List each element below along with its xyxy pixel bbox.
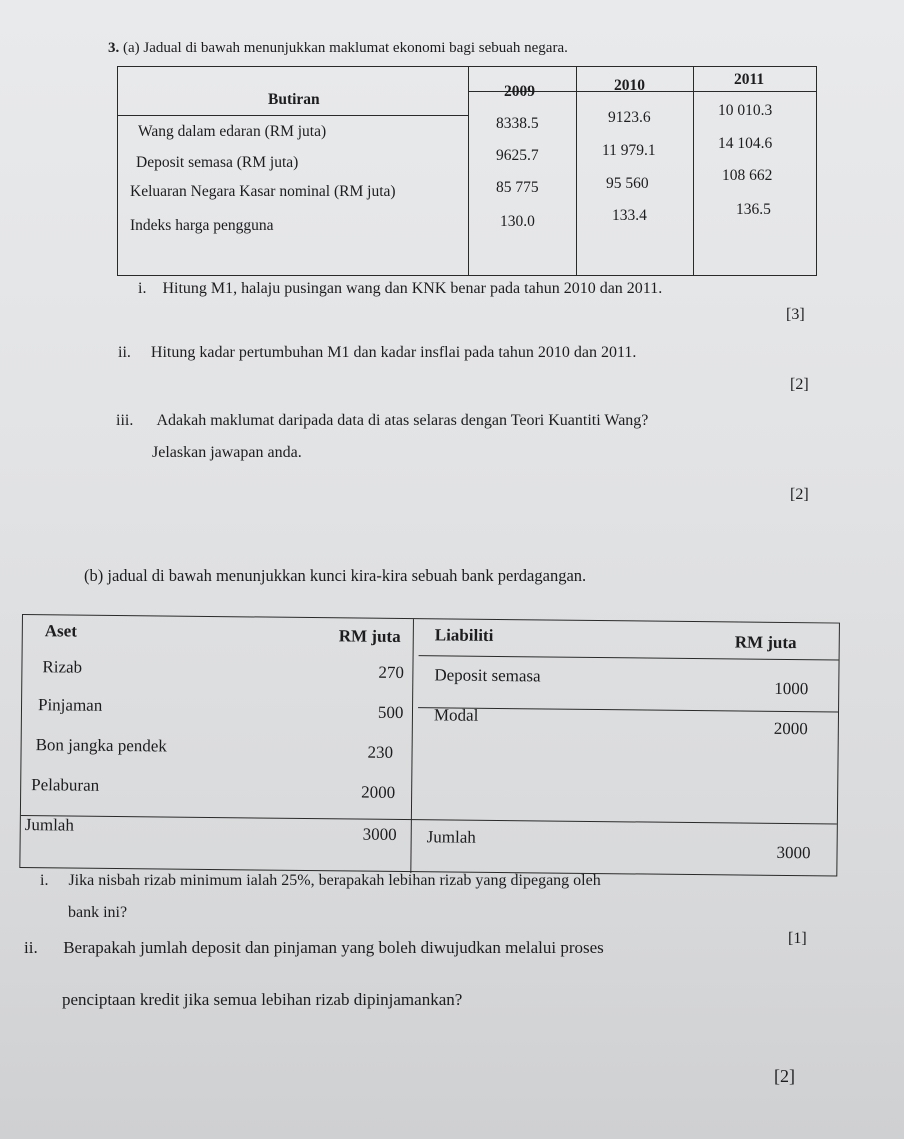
table-header-2009: 2009 (504, 83, 535, 100)
table-cell: 14 104.6 (718, 135, 773, 152)
question-a-intro: (a) Jadual di bawah menunjukkan maklumat ekonomi bagi sebuah negara. (123, 40, 568, 56)
question-b-ii (24, 938, 604, 958)
liability-label: Modal (433, 705, 479, 725)
table-cell: 8338.5 (496, 115, 539, 132)
header-aset: Aset (44, 621, 78, 641)
question-a-iii (116, 412, 648, 430)
sub-number: i. (40, 872, 49, 889)
question-b-intro: (b) jadual di bawah menunjukkan kunci kira-kira sebuah bank perdagangan. (84, 566, 587, 585)
table-cell: 10 010.3 (718, 102, 773, 119)
question-a-iii-text2: Jelaskan jawapan anda. (152, 444, 302, 461)
question-b-ii-text2: penciptaan kredit jika semua lebihan rizab dipinjamankan? (62, 990, 463, 1009)
header-liab-unit: RM juta (734, 632, 797, 653)
sub-text: Adakah maklumat daripada data di atas selaras dengan Teori Kuantiti Wang? (156, 412, 649, 429)
question-a-i (138, 280, 662, 298)
sub-number: iii. (116, 412, 134, 429)
table-cell: 9123.6 (608, 109, 651, 126)
header-aset-unit: RM juta (338, 626, 401, 646)
asset-value: 2000 (361, 782, 396, 802)
balance-sheet-table (19, 614, 840, 877)
mark-a-ii: [2] (790, 376, 809, 393)
table-cell: 136.5 (736, 201, 771, 218)
mark-b-i: [1] (788, 930, 807, 947)
sub-text: Hitung M1, halaju pusingan wang dan KNK benar pada tahun 2010 dan 2011. (162, 280, 663, 297)
economic-data-table (117, 66, 817, 276)
table-cell: 133.4 (612, 207, 647, 224)
table-cell: 11 979.1 (602, 142, 656, 159)
table-row-label: Keluaran Negara Kasar nominal (RM juta) (130, 183, 396, 200)
table-cell: 130.0 (500, 213, 535, 230)
asset-label: Rizab (42, 657, 83, 677)
table-header-2010: 2010 (614, 77, 645, 94)
asset-label: Pelaburan (31, 775, 100, 795)
header-liabiliti: Liabiliti (434, 625, 494, 645)
liability-label: Deposit semasa (434, 665, 541, 686)
total-liab-value: 3000 (776, 842, 811, 863)
sub-number: ii. (24, 938, 38, 957)
sub-text: Berapakah jumlah deposit dan pinjaman yang boleh diwujudkan melalui proses (63, 938, 604, 957)
mark-b-ii: [2] (774, 1066, 795, 1086)
question-number: 3. (108, 40, 120, 56)
table-cell: 85 775 (496, 179, 539, 196)
total-assets-label: Jumlah (24, 815, 75, 835)
total-liab-label: Jumlah (426, 827, 476, 847)
sub-number: i. (138, 280, 147, 297)
sub-text: Hitung kadar pertumbuhan M1 dan kadar insflai pada tahun 2010 dan 2011. (150, 344, 637, 361)
question-b-i-text2: bank ini? (68, 904, 128, 921)
asset-label: Bon jangka pendek (35, 735, 167, 756)
table-header-2011: 2011 (734, 71, 765, 88)
table-cell: 108 662 (722, 167, 773, 184)
table-row-label: Deposit semasa (RM juta) (136, 154, 299, 171)
asset-label: Pinjaman (37, 695, 103, 715)
total-assets-value: 3000 (362, 824, 397, 844)
table-cell: 95 560 (606, 175, 649, 192)
table-cell: 9625.7 (496, 147, 539, 164)
question-a-ii (118, 344, 636, 362)
mark-a-iii: [2] (790, 486, 809, 503)
table-row-label: Indeks harga pengguna (130, 217, 274, 234)
asset-value: 230 (367, 742, 394, 762)
question-a-title (108, 40, 568, 57)
question-b-i (40, 872, 601, 890)
liability-value: 1000 (774, 678, 809, 699)
asset-value: 500 (377, 702, 404, 722)
asset-value: 270 (378, 662, 405, 683)
sub-number: ii. (118, 344, 131, 361)
liability-value: 2000 (773, 718, 808, 739)
table-row-label: Wang dalam edaran (RM juta) (138, 123, 327, 140)
mark-a-i: [3] (786, 306, 805, 323)
sub-text: Jika nisbah rizab minimum ialah 25%, berapakah lebihan rizab yang dipegang oleh (68, 872, 601, 889)
table-header-butiran: Butiran (268, 91, 320, 108)
